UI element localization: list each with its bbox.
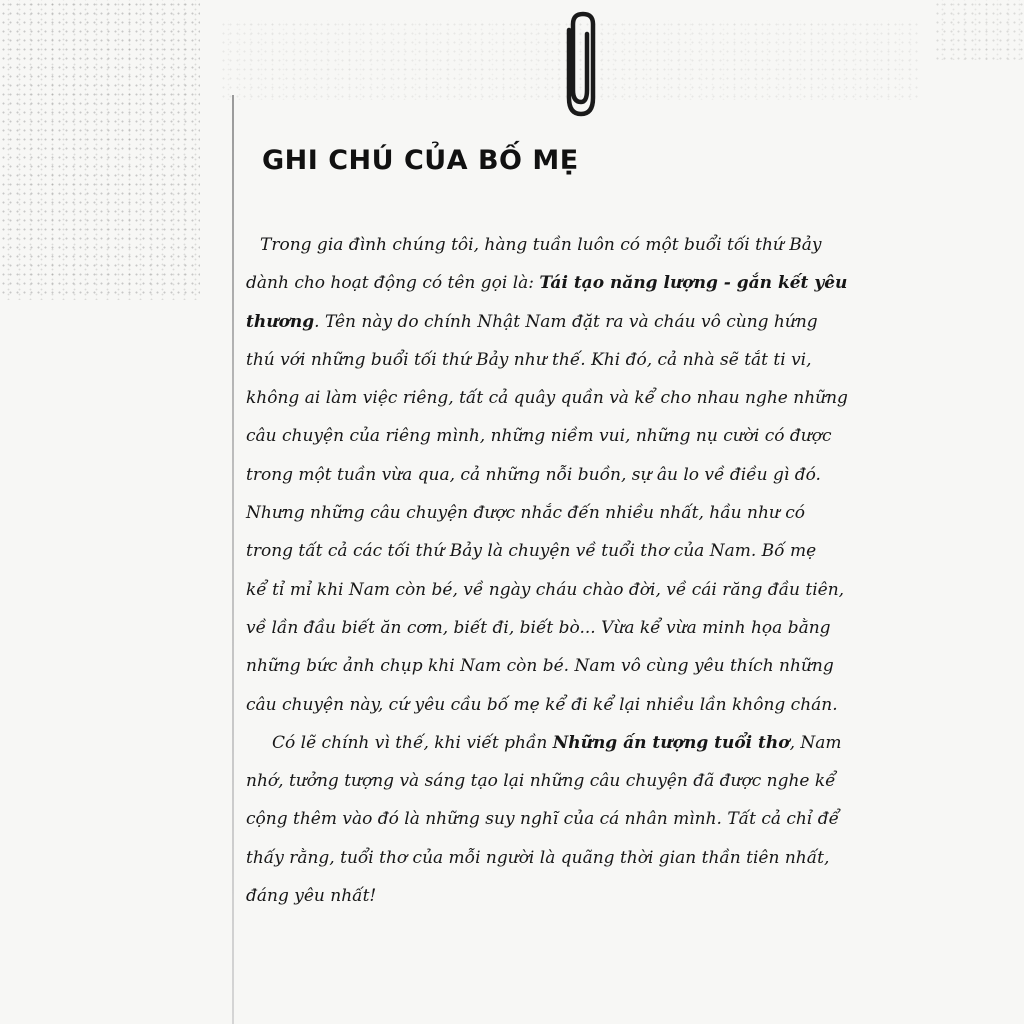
text-span: . Tên này do chính Nhật Nam đặt ra và cháu vô cùng hứng xyxy=(314,311,818,332)
text-line: cộng thêm vào đó là những suy nghĩ của cá nhân mình. Tất cả chỉ để xyxy=(246,809,840,830)
text-line xyxy=(246,724,886,762)
paperclip-icon xyxy=(555,10,601,120)
scan-noise-right xyxy=(934,0,1024,60)
body-text xyxy=(246,226,886,915)
text-span: Có lẽ chính vì thế, khi viết phần xyxy=(272,732,553,753)
page-title: GHI CHÚ CỦA BỐ MẸ xyxy=(262,145,579,176)
text-line: không ai làm việc riêng, tất cả quây quần và kể cho nhau nghe những xyxy=(246,388,848,409)
bold-phrase: Tái tạo năng lượng - gắn kết yêu xyxy=(539,273,848,294)
text-span: dành cho hoạt động có tên gọi là: xyxy=(246,273,540,294)
text-line xyxy=(246,303,886,341)
bold-phrase: thương xyxy=(246,311,315,332)
text-line: thấy rằng, tuổi thơ của mỗi người là quãng thời gian thần tiên nhất, xyxy=(246,847,830,868)
page-edge xyxy=(232,95,234,1024)
bold-phrase: Những ấn tượng tuổi thơ xyxy=(552,732,790,753)
text-line: thú với những buổi tối thứ Bảy như thế. Khi đó, cả nhà sẽ tắt ti vi, xyxy=(246,349,812,370)
text-line: câu chuyện của riêng mình, những niềm vui, những nụ cười có được xyxy=(246,426,832,447)
text-span: , Nam xyxy=(789,732,842,753)
text-line: câu chuyện này, cứ yêu cầu bố mẹ kể đi kể lại nhiều lần không chán. xyxy=(246,694,838,715)
text-line: Nhưng những câu chuyện được nhắc đến nhiều nhất, hầu như có xyxy=(246,503,805,524)
text-line: về lần đầu biết ăn cơm, biết đi, biết bò... Vừa kể vừa minh họa bằng xyxy=(246,617,831,638)
text-line: trong tất cả các tối thứ Bảy là chuyện về tuổi thơ của Nam. Bố mẹ xyxy=(246,541,817,562)
text-line: Trong gia đình chúng tôi, hàng tuần luôn có một buổi tối thứ Bảy xyxy=(260,235,822,255)
text-line: kể tỉ mỉ khi Nam còn bé, về ngày cháu chào đời, về cái răng đầu tiên, xyxy=(246,579,845,600)
text-line: nhớ, tưởng tượng và sáng tạo lại những câu chuyện đã được nghe kể xyxy=(246,771,836,792)
text-line: những bức ảnh chụp khi Nam còn bé. Nam vô cùng yêu thích những xyxy=(246,656,834,677)
text-line xyxy=(246,264,886,302)
text-line: trong một tuần vừa qua, cả những nỗi buồn, sự âu lo về điều gì đó. xyxy=(246,464,821,485)
text-line: đáng yêu nhất! xyxy=(246,886,377,907)
scan-noise-left xyxy=(0,0,200,300)
